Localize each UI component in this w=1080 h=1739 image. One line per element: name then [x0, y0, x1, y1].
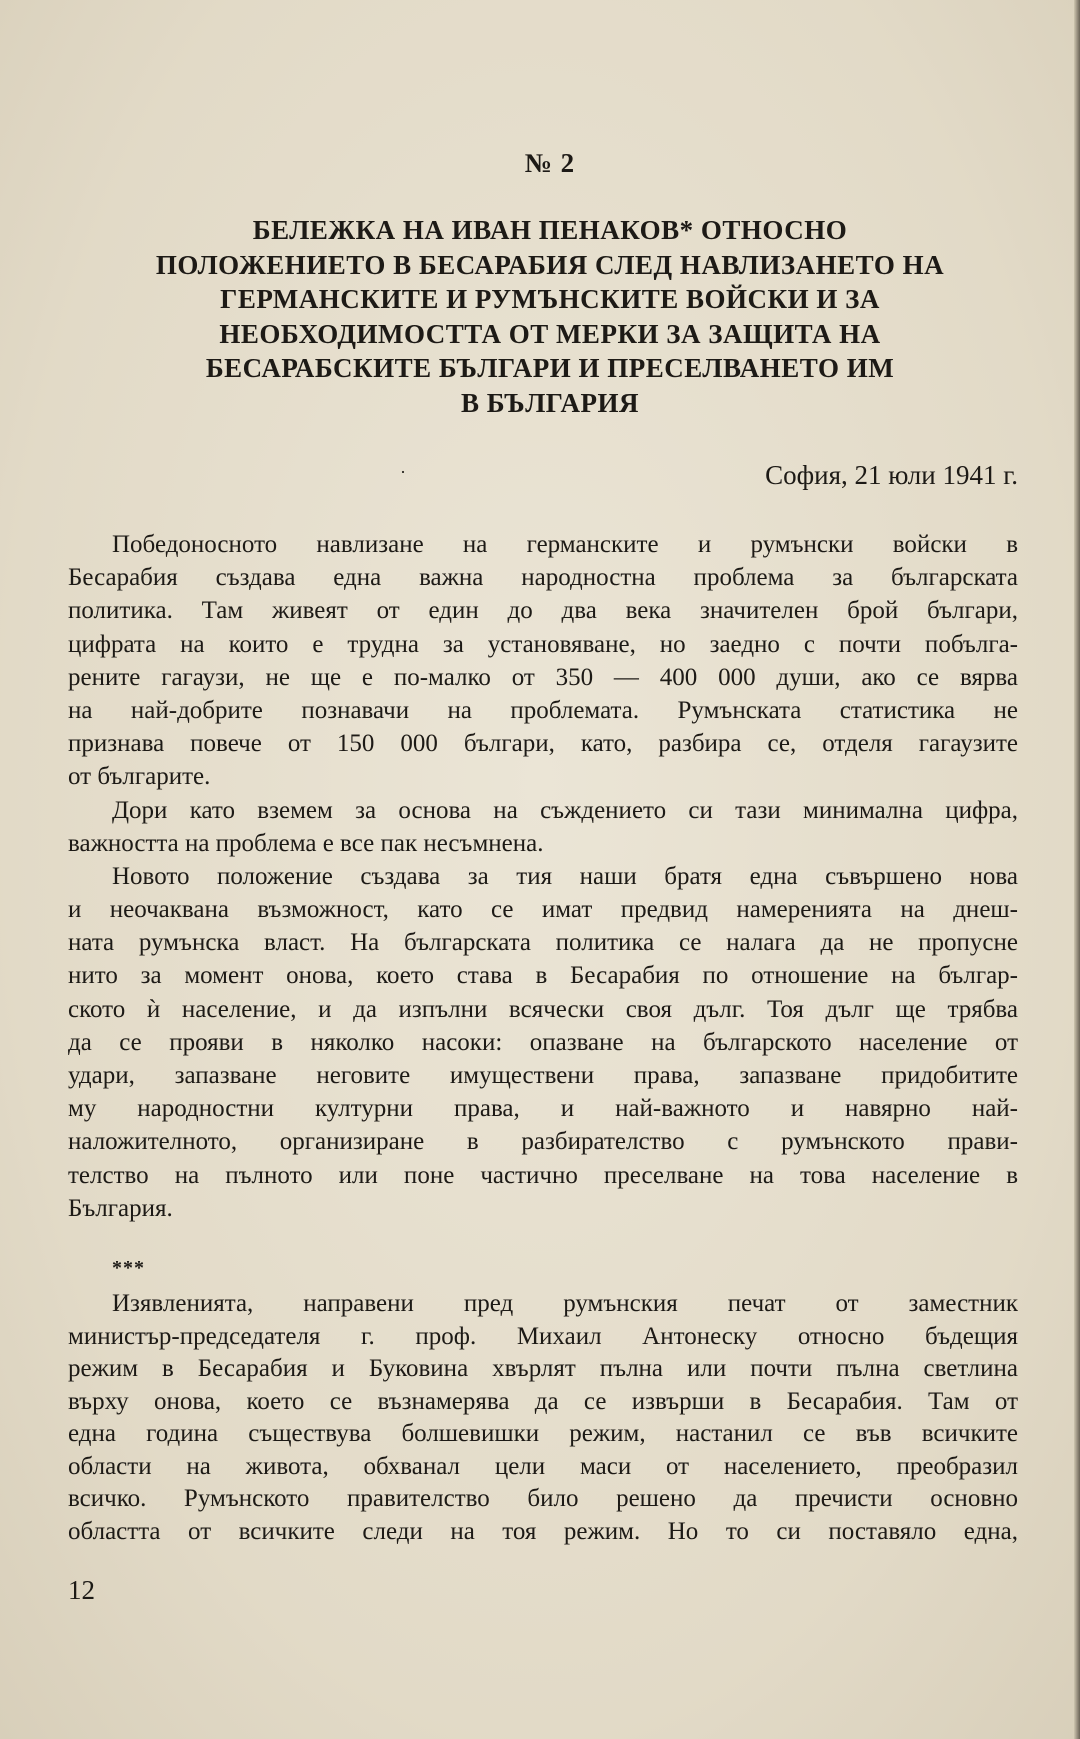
text-line: и неочаквана възможност, като се имат предвид намеренията на днеш- — [68, 896, 1018, 924]
text-line: от българите. — [68, 763, 211, 791]
text-line: на най-добрите познавачи на проблемата. Румънската статистика не — [68, 696, 1018, 724]
text-line: България. — [68, 1194, 173, 1222]
title-line: ГЕРМАНСКИТЕ И РУМЪНСКИТЕ ВОЙСКИ И ЗА — [220, 284, 880, 314]
text-line: Дори като вземем за основа на съждението си тази минимална цифра, — [112, 796, 1018, 824]
title-line: БЕСАРАБСКИТЕ БЪЛГАРИ И ПРЕСЕЛВАНЕТО ИМ — [205, 353, 895, 383]
text-line: важността на проблема е все пак несъмнена. — [68, 829, 544, 857]
text-line: цифрата на които е трудна за установяване, но заедно с почти побълга- — [68, 630, 1018, 658]
text-line: Изявленията, направени пред румънския печат от заместник — [112, 1290, 1018, 1317]
page-number: 12 — [68, 1575, 95, 1605]
text-line: рените гагаузи, не ще е по-малко от 350 — 400 000 души, ако се вярва — [68, 663, 1018, 691]
title-line: ПОЛОЖЕНИЕТО В БЕСАРАБИЯ СЛЕД НАВЛИЗАНЕТО НА — [155, 249, 945, 280]
text-line: режим в Бесарабия и Буковина хвърлят пълна или почти пълна светлина — [68, 1355, 1018, 1382]
body-paragraphs — [68, 528, 1018, 1225]
text-line: признава повече от 150 000 българи, като, разбира се, отделя гагаузите — [68, 730, 1018, 758]
place-date: София, 21 юли 1941 г. — [765, 460, 1018, 490]
body-paragraphs-continued — [68, 1288, 1018, 1548]
text-line: областта от всичките следи на тоя режим. Но то си поставяло една, — [68, 1517, 1018, 1545]
text-line: върху онова, което се възнамерява да се извърши в Бесарабия. Там от — [68, 1387, 1018, 1415]
stray-dot: · — [400, 462, 406, 482]
text-line: Бесарабия създава една важна народностна проблема за българската — [68, 564, 1018, 592]
text-line: нито за момент онова, което става в Бесарабия по отношение на българ- — [68, 962, 1018, 990]
text-line: Новото положение създава за тия наши братя една съвършено нова — [112, 862, 1018, 890]
title-line: НЕОБХОДИМОСТТА ОТ МЕРКИ ЗА ЗАЩИТА НА — [219, 318, 881, 349]
text-line: една година съществува болшевишки режим, настанил се във всичките — [68, 1420, 1018, 1447]
text-line: ната румънска власт. На българската политика се налага да не пропусне — [68, 929, 1018, 957]
text-line: министър-председателя г. проф. Михаил Антонеску относно бъдещия — [68, 1322, 1018, 1350]
text-line: политика. Там живеят от един до два века значителен брой българи, — [68, 597, 1018, 625]
text-line: всичко. Румънското правителство било решено да пречисти основно — [68, 1485, 1018, 1512]
text-line: да се прояви в няколко насоки: опазване на българското население от — [68, 1028, 1018, 1056]
text-line: му народностни културни права, и най-важното и навярно най- — [68, 1095, 1018, 1123]
title-line: БЕЛЕЖКА НА ИВАН ПЕНАКОВ* ОТНОСНО — [252, 215, 848, 245]
page-edge-shadow — [1074, 0, 1080, 1739]
text-line: ското ѝ население, и да изпълни всячески своя дълг. Тоя дълг ще трябва — [68, 995, 1018, 1023]
document-number: № 2 — [524, 148, 576, 178]
text-line: наложителното, организиране в разбирателство с румънското прави- — [68, 1128, 1018, 1156]
title-line: В БЪЛГАРИЯ — [460, 387, 640, 418]
text-line: телство на пълното или поне частично преселване на това население в — [68, 1161, 1018, 1189]
text-line: Победоносното навлизане на германските и румънски войски в — [112, 531, 1018, 558]
section-separator: *** — [112, 1257, 145, 1279]
text-line: области на живота, обхванал цели маси от населението, преобразил — [68, 1452, 1018, 1480]
text-line: удари, запазване неговите имуществени права, запазване придобитите — [68, 1062, 1018, 1089]
document-title — [140, 213, 960, 420]
